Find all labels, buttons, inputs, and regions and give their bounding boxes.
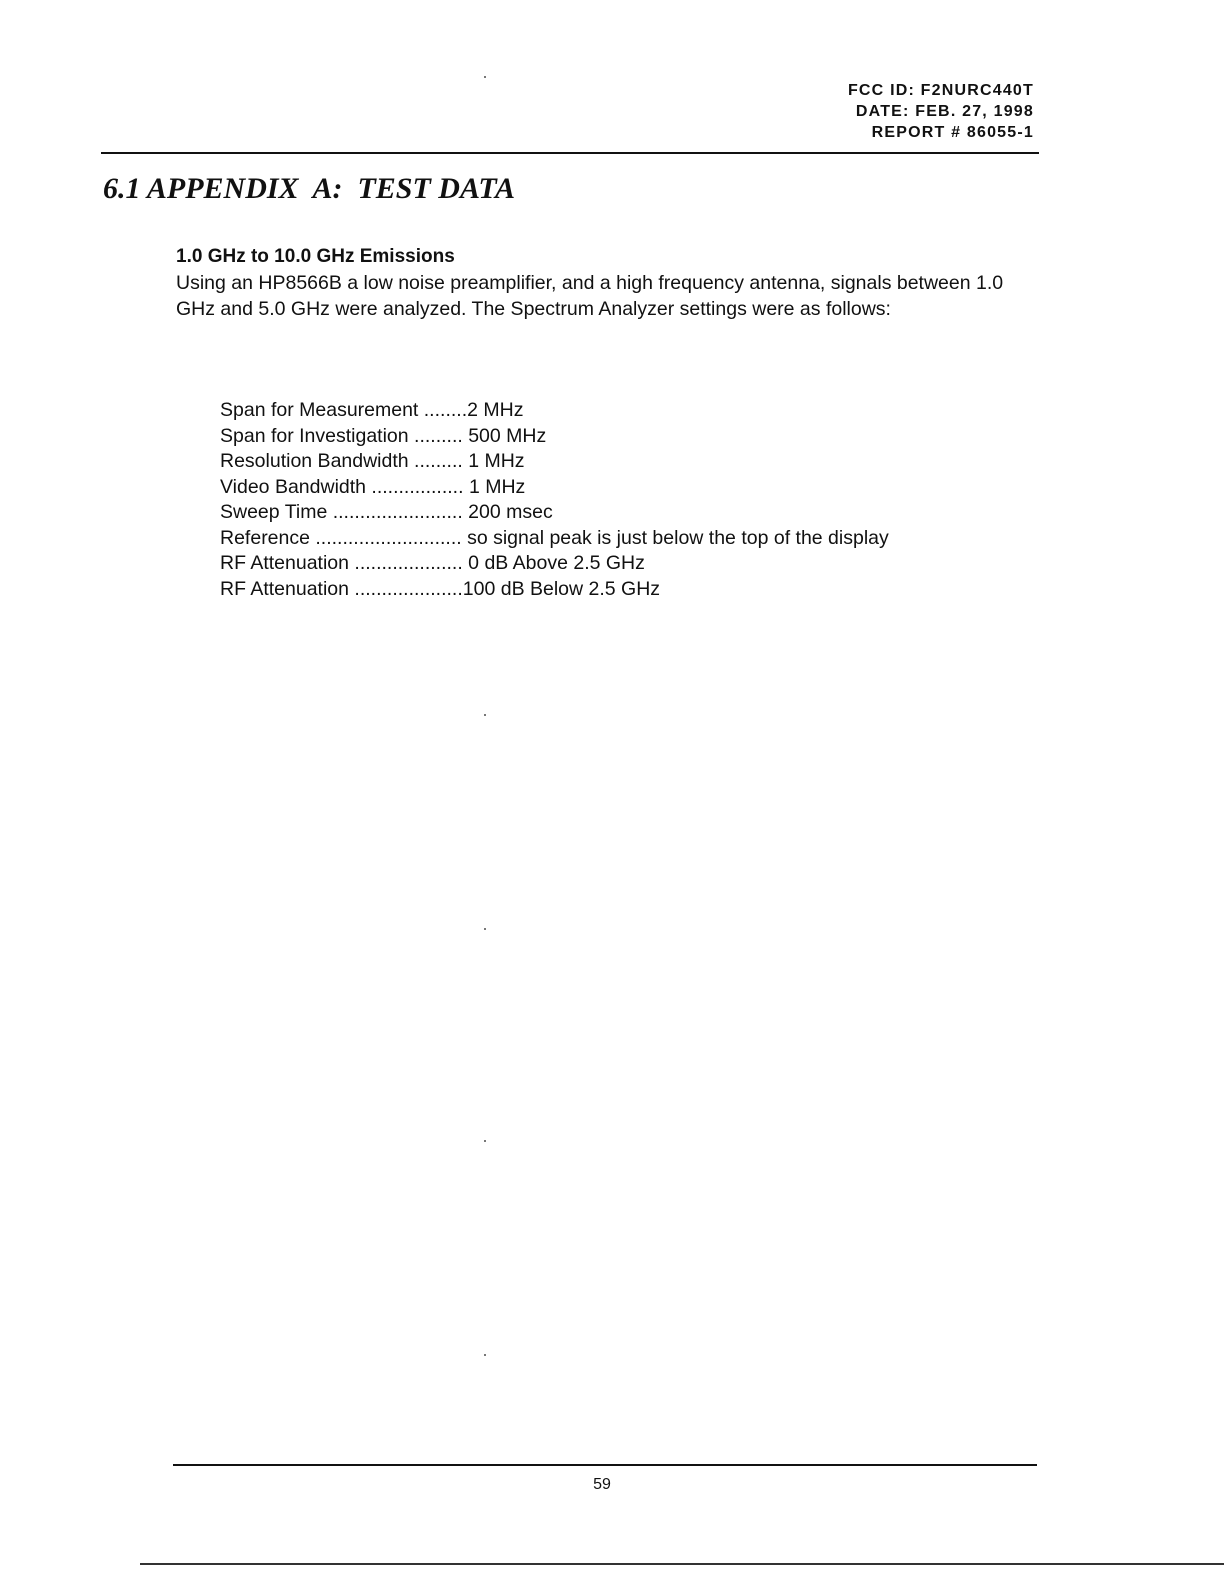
settings-item: Span for Investigation ......... 500 MHz bbox=[220, 424, 547, 447]
fcc-id: FCC ID: F2NURC440T bbox=[847, 82, 1034, 99]
report-date: DATE: FEB. 27, 1998 bbox=[855, 103, 1034, 120]
scan-edge-line bbox=[140, 1563, 1224, 1565]
report-number: REPORT # 86055-1 bbox=[871, 124, 1034, 141]
settings-item: Span for Measurement ........2 MHz bbox=[220, 399, 524, 421]
settings-item: Reference ........................... so signal peak is just below the top of the display bbox=[220, 526, 889, 549]
header-divider bbox=[101, 152, 1039, 154]
scan-speck bbox=[484, 76, 486, 78]
section-title: 6.1 APPENDIX A: TEST DATA bbox=[103, 172, 516, 205]
analyzer-settings-list bbox=[220, 398, 889, 602]
page-number: 59 bbox=[593, 1476, 611, 1493]
scan-speck bbox=[484, 714, 486, 716]
report-header bbox=[848, 80, 1034, 143]
settings-item: Video Bandwidth ................. 1 MHz bbox=[220, 475, 526, 498]
scan-speck bbox=[484, 1354, 486, 1356]
intro-paragraph: Using an HP8566B a low noise preamplifier, and a high frequency antenna, signals between 1.0 GHz and 5.0 GHz were analyzed. The Spectrum Analyzer settings were as follows: bbox=[176, 272, 1004, 320]
settings-item: Resolution Bandwidth ......... 1 MHz bbox=[220, 450, 525, 472]
settings-item: RF Attenuation ....................100 dB Below 2.5 GHz bbox=[220, 577, 661, 600]
scan-speck bbox=[484, 1140, 486, 1142]
footer-divider bbox=[173, 1464, 1037, 1466]
settings-item: RF Attenuation .................... 0 dB Above 2.5 GHz bbox=[220, 552, 645, 574]
subsection-title: 1.0 GHz to 10.0 GHz Emissions bbox=[176, 246, 455, 267]
settings-item: Sweep Time ........................ 200 msec bbox=[220, 501, 553, 523]
scan-speck bbox=[484, 928, 486, 930]
